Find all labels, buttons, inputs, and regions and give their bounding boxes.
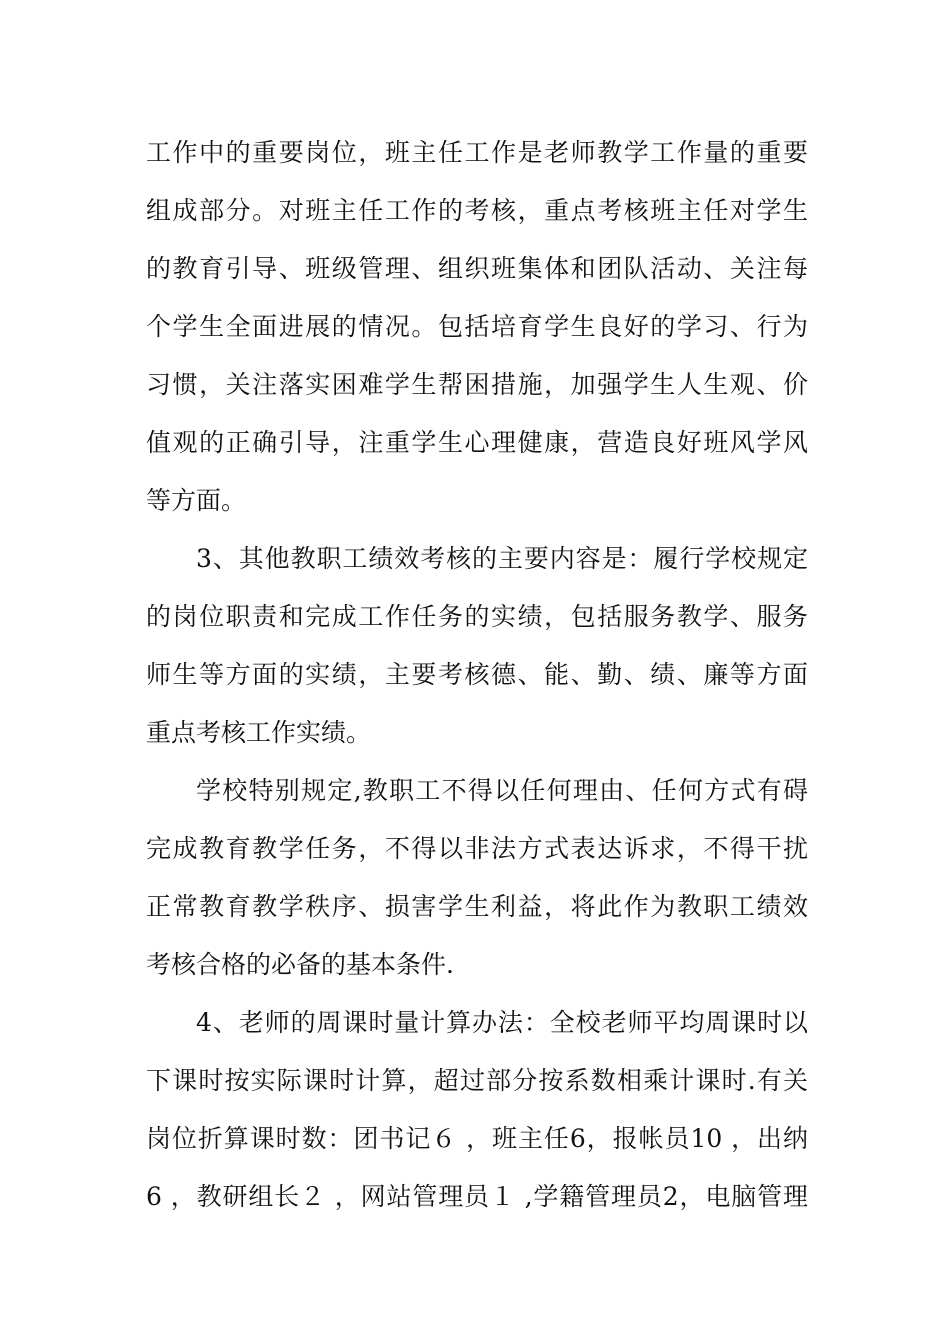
text-line: 工作中的重要岗位，班主任工作是老师教学工作量的重要 [146, 138, 808, 167]
text-line: 组成部分。对班主任工作的考核，重点考核班主任对学生 [146, 196, 808, 225]
text-line: 的教育引导、班级管理、组织班集体和团队活动、关注每 [146, 254, 808, 283]
text-line: 重点考核工作实绩。 [146, 718, 372, 747]
text-line: 6 ，教研组长２ ，网站管理员１ ,学籍管理员2，电脑管理 [146, 1182, 808, 1211]
text-line: 考核合格的必备的基本条件. [146, 950, 454, 979]
document-text-body [146, 124, 808, 1226]
text-line: 等方面。 [146, 486, 247, 515]
text-line: 岗位折算课时数：团书记６ ，班主任6，报帐员10 ，出纳 [146, 1124, 808, 1153]
text-line: 师生等方面的实绩，主要考核德、能、勤、绩、廉等方面 [146, 660, 808, 689]
text-line: 下课时按实际课时计算，超过部分按系数相乘计课时.有关 [146, 1066, 808, 1095]
text-line: 完成教育教学任务，不得以非法方式表达诉求，不得干扰 [146, 834, 808, 863]
text-line: 个学生全面进展的情况。包括培育学生良好的学习、行为 [146, 312, 808, 341]
text-line: 4、老师的周课时量计算办法：全校老师平均周课时以 [196, 1008, 808, 1037]
text-line: 的岗位职责和完成工作任务的实绩，包括服务教学、服务 [146, 602, 808, 631]
text-line: 习惯，关注落实困难学生帮困措施，加强学生人生观、价 [146, 370, 808, 399]
text-line: 学校特别规定,教职工不得以任何理由、任何方式有碍 [196, 776, 808, 805]
text-line: 值观的正确引导，注重学生心理健康，营造良好班风学风 [146, 428, 808, 457]
text-line: 正常教育教学秩序、损害学生利益，将此作为教职工绩效 [146, 892, 808, 921]
text-line: 3、其他教职工绩效考核的主要内容是：履行学校规定 [196, 544, 808, 573]
